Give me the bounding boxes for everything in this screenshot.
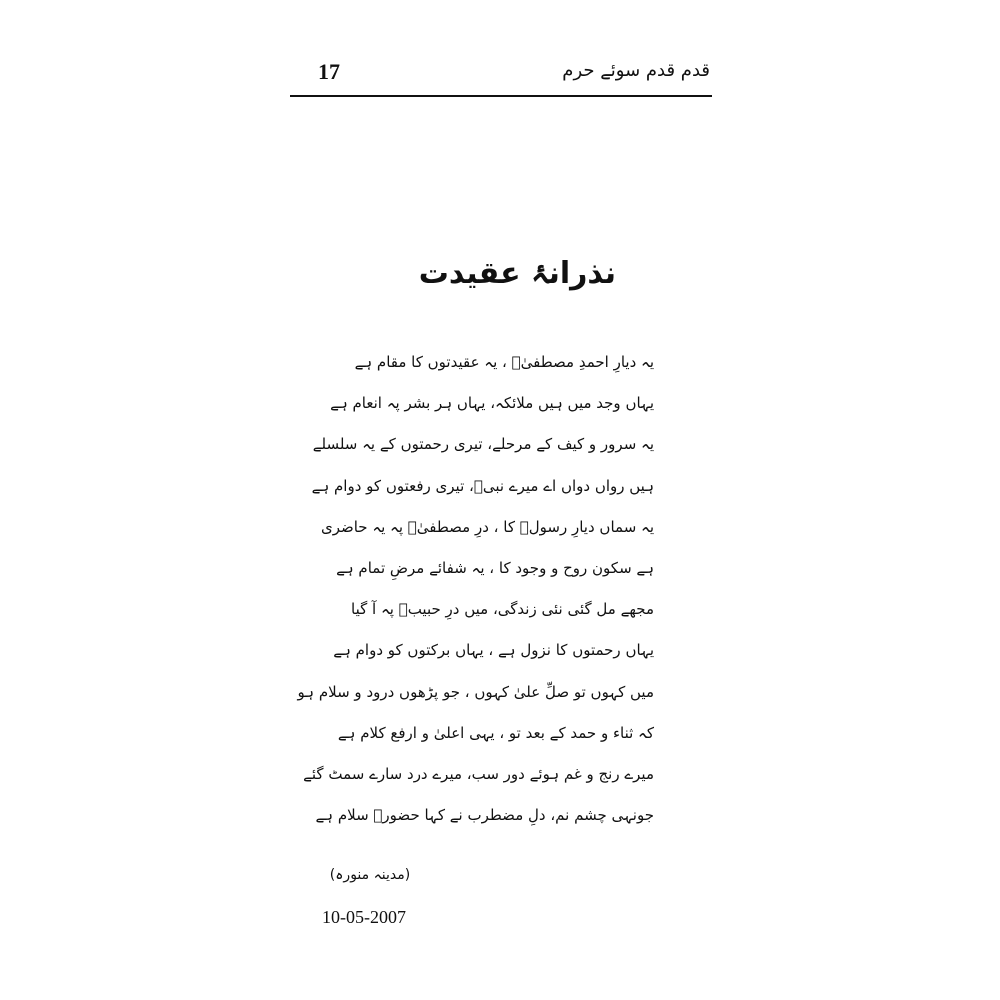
verse-line: یہاں وجد میں ہیں ملائکہ، یہاں ہر بشر پہ انعام ہے: [330, 394, 654, 413]
verse-line: یہ دیارِ احمدِ مصطفیٰؐ ، یہ عقیدتوں کا مقام ہے: [354, 353, 654, 371]
verse-line: یہاں رحمتوں کا نزول ہے ، یہاں برکتوں کو دوام ہے: [333, 641, 654, 660]
poem-title: نذرانۂ عقیدت: [418, 256, 616, 291]
poem-verses: [297, 342, 654, 836]
header-divider: [290, 95, 712, 97]
verse-line: کہ ثناء و حمد کے بعد تو ، یہی اعلیٰ و ارفع کلام ہے: [337, 723, 654, 742]
verse-line: یہ سماں دیارِ رسولؐ کا ، درِ مصطفیٰؐ پہ یہ حاضری: [320, 517, 654, 536]
verse-line: مجھے مل گئی نئی زندگی، میں درِ حبیبؐ پہ آ گیا: [351, 600, 654, 619]
verse-line: جونہی چشم نم، دلِ مضطرب نے کہا حضورؐ سلام ہے: [315, 806, 654, 825]
date-note: 10-05-2007: [322, 907, 406, 927]
verse-line: میں کہوں تو صلِّ علیٰ کہوں ، جو پڑھوں درود و سلام ہو: [297, 682, 654, 701]
verse-line: ہے سکون روح و وجود کا ، یہ شفائے مرضِ تمام ہے: [336, 558, 654, 577]
verse-line: ہیں رواں دواں اے میرے نبیؐ، تیری رفعتوں کو دوام ہے: [311, 476, 654, 495]
page-number: 17: [318, 59, 340, 84]
verse-line: یہ سرور و کیف کے مرحلے، تیری رحمتوں کے یہ سلسلے: [312, 435, 654, 454]
place-note: (مدینہ منورہ): [329, 867, 411, 883]
running-head-title: قدم قدم سوئے حرم: [562, 60, 710, 81]
verse-line: میرے رنج و غم ہوئے دور سب، میرے درد سارے سمٹ گئے: [303, 764, 654, 783]
